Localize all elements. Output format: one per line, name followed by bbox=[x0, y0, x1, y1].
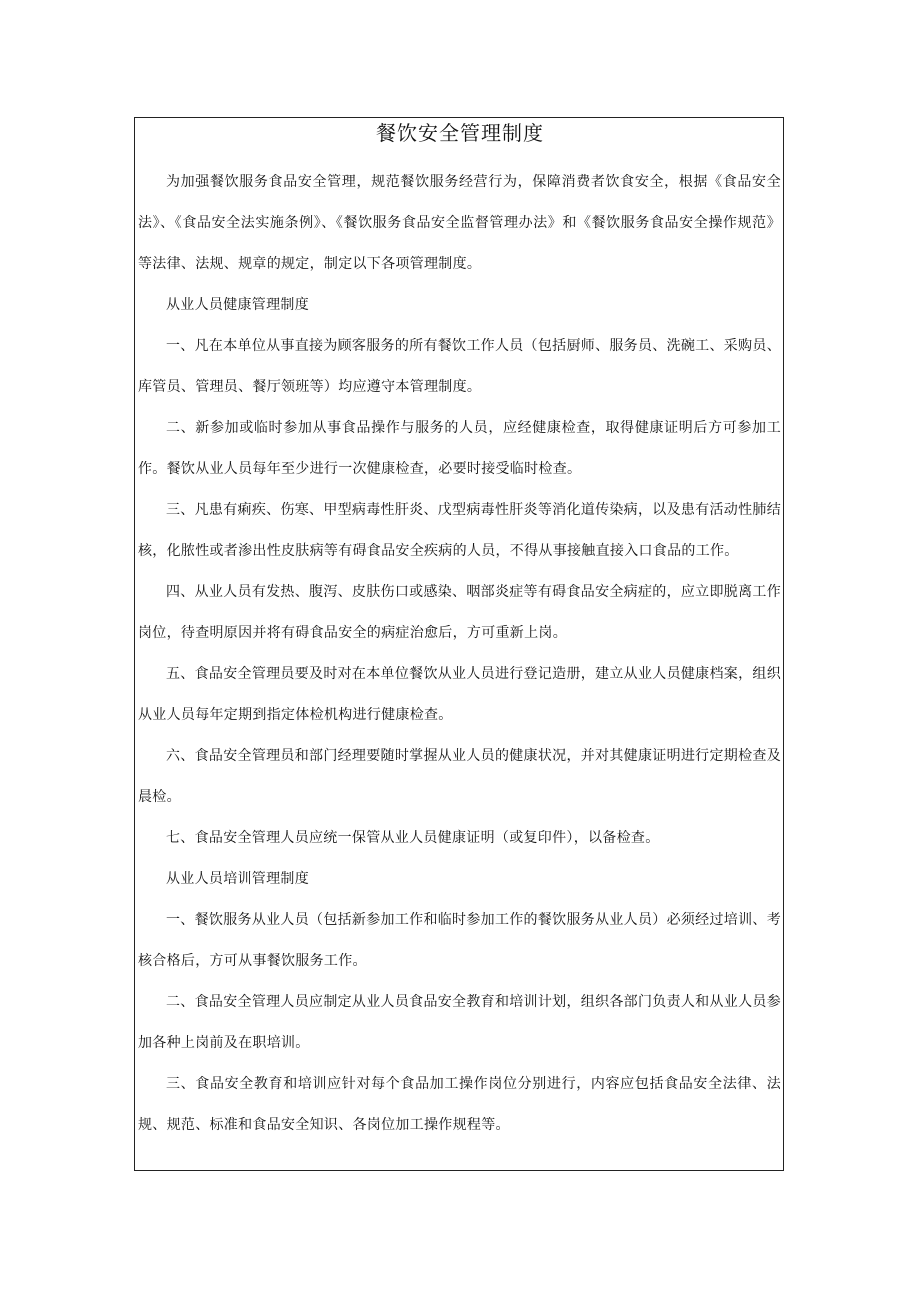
health-rule-2: 二、新参加或临时参加从事食品操作与服务的人员，应经健康检查，取得健康证明后方可参加工作。餐饮从业人员每年至少进行一次健康检查，必要时接受临时检查。 bbox=[138, 420, 781, 477]
health-rule-7: 七、食品安全管理人员应统一保管从业人员健康证明（或复印件），以备检查。 bbox=[166, 830, 660, 846]
health-rule-3: 三、凡患有痢疾、伤寒、甲型病毒性肝炎、戊型病毒性肝炎等消化道传染病，以及患有活动性肺结核，化脓性或者渗出性皮肤病等有碍食品安全疾病的人员，不得从事接触直接入口食品的工作。 bbox=[138, 502, 781, 559]
health-rule-5: 五、食品安全管理员要及时对在本单位餐饮从业人员进行登记造册，建立从业人员健康档案，组织从业人员每年定期到指定体检机构进行健康检查。 bbox=[138, 666, 781, 723]
health-rule-4: 四、从业人员有发热、腹泻、皮肤伤口或感染、咽部炎症等有碍食品安全病症的，应立即脱离工作岗位，待查明原因并将有碍食品安全的病症治愈后，方可重新上岗。 bbox=[138, 584, 781, 641]
training-rule-1: 一、餐饮服务从业人员（包括新参加工作和临时参加工作的餐饮服务从业人员）必须经过培训、考核合格后，方可从事餐饮服务工作。 bbox=[138, 912, 781, 969]
health-rule-1: 一、凡在本单位从事直接为顾客服务的所有餐饮工作人员（包括厨师、服务员、洗碗工、采购员、库管员、管理员、餐厅领班等）均应遵守本管理制度。 bbox=[138, 338, 781, 395]
intro-paragraph: 为加强餐饮服务食品安全管理，规范餐饮服务经营行为，保障消费者饮食安全，根据《食品安全法》、《食品安全法实施条例》、《餐饮服务食品安全监督管理办法》和《餐饮服务食品安全操作规范》等法律、法规、规章的规定，制定以下各项管理制度。 bbox=[138, 174, 781, 272]
training-rule-3: 三、食品安全教育和培训应针对每个食品加工操作岗位分别进行，内容应包括食品安全法律、法规、规范、标准和食品安全知识、各岗位加工操作规程等。 bbox=[138, 1076, 781, 1133]
section-heading-training: 从业人员培训管理制度 bbox=[166, 871, 309, 887]
section-heading-health: 从业人员健康管理制度 bbox=[166, 297, 309, 313]
document-body bbox=[138, 162, 781, 1146]
health-rule-6: 六、食品安全管理员和部门经理要随时掌握从业人员的健康状况，并对其健康证明进行定期检查及晨检。 bbox=[138, 748, 781, 805]
document-title: 餐饮安全管理制度 bbox=[376, 121, 544, 145]
document-frame bbox=[134, 117, 784, 1171]
training-rule-2: 二、食品安全管理人员应制定从业人员食品安全教育和培训计划，组织各部门负责人和从业人员参加各种上岗前及在职培训。 bbox=[138, 994, 781, 1051]
